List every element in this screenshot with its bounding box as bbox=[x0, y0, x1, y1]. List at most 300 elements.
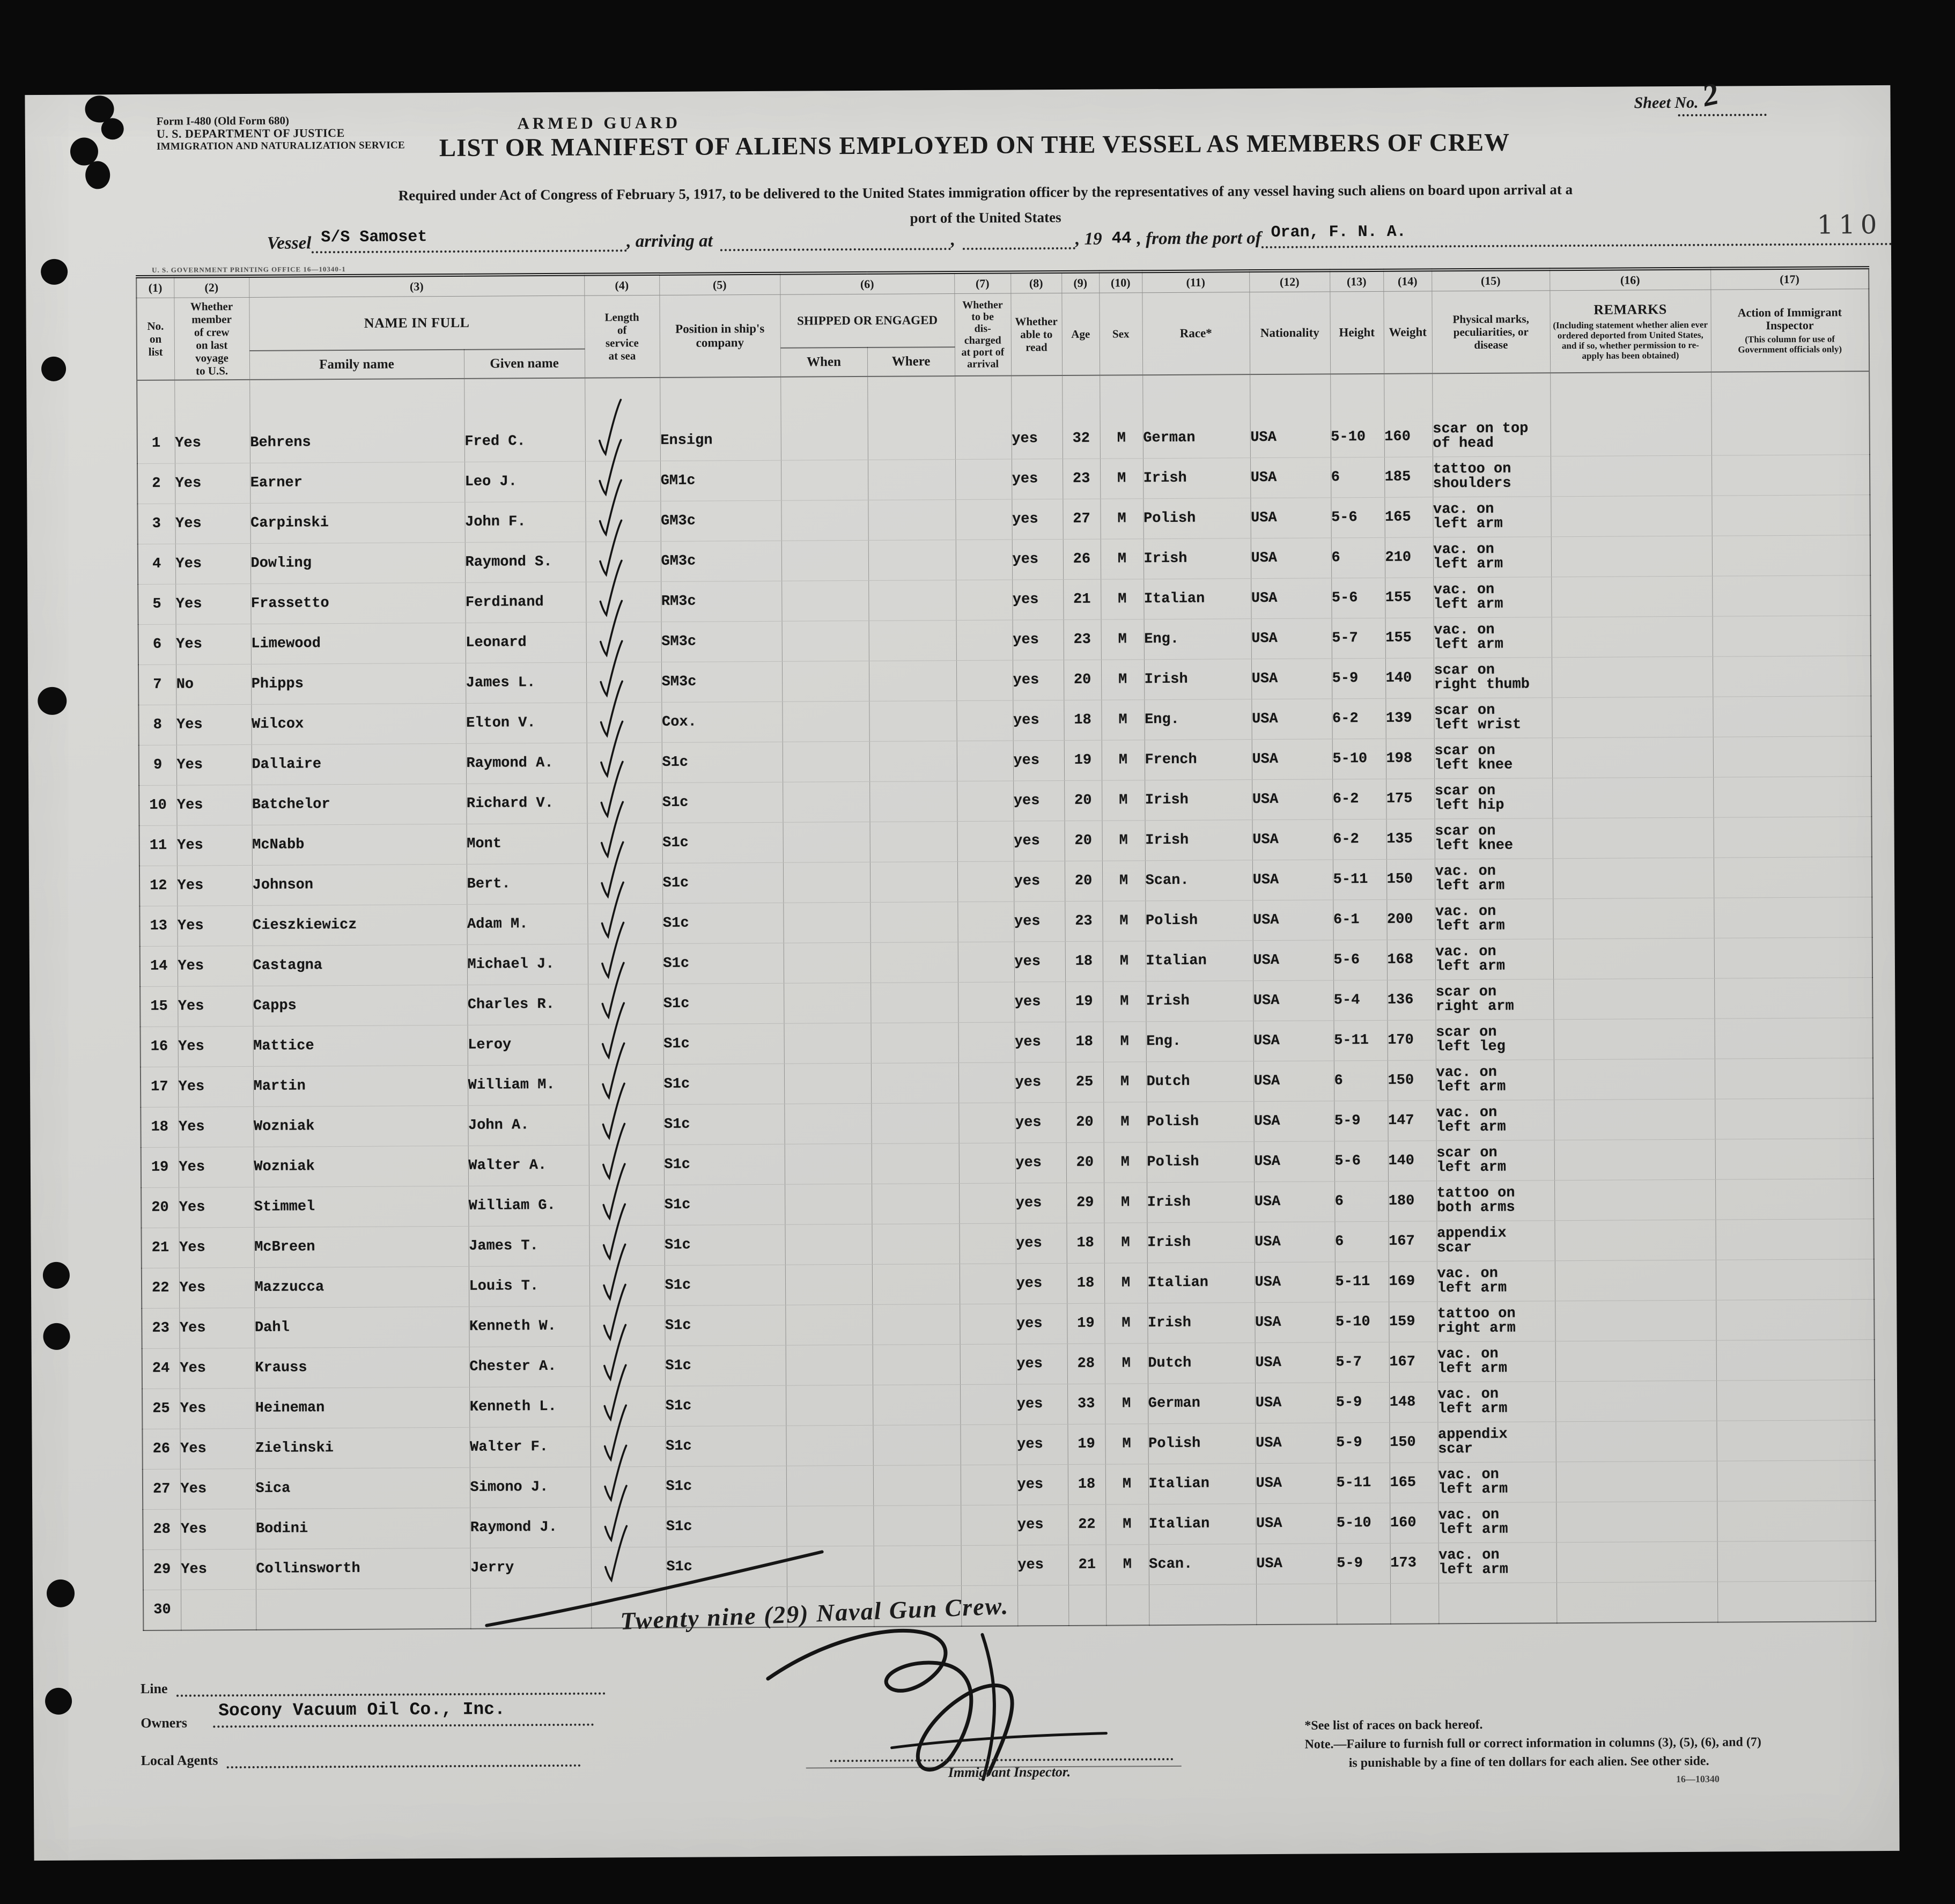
punch-hole bbox=[38, 687, 67, 715]
cell-action bbox=[1713, 616, 1871, 657]
cell-no: 15 bbox=[140, 986, 178, 1027]
local-agents-label: Local Agents bbox=[141, 1752, 218, 1769]
cell-age: 27 bbox=[1063, 499, 1100, 539]
cell-member: Yes bbox=[175, 584, 250, 624]
cell-discharged bbox=[960, 1264, 1016, 1304]
cell-no: 2 bbox=[137, 463, 175, 504]
cell-member: Yes bbox=[178, 1106, 253, 1147]
cell-position: SM3c bbox=[661, 661, 782, 702]
cell-member: Yes bbox=[180, 1428, 255, 1469]
header-remarks-title: REMARKS bbox=[1593, 301, 1667, 318]
cell-age: 26 bbox=[1063, 539, 1101, 579]
punch-hole bbox=[41, 259, 68, 285]
header-shipped-or-engaged: SHIPPED OR ENGAGED bbox=[780, 294, 955, 348]
cell-able-to-read: yes bbox=[1015, 1142, 1066, 1183]
cell-age: 20 bbox=[1065, 821, 1102, 861]
comma: , bbox=[950, 230, 956, 250]
cell-marks: vac. on left arm bbox=[1438, 1462, 1556, 1503]
cell-height: 5-6 bbox=[1331, 497, 1384, 538]
cell-weight: 139 bbox=[1385, 698, 1434, 739]
cell-nationality: USA bbox=[1250, 498, 1331, 538]
cell-race: Irish bbox=[1146, 981, 1253, 1022]
cell-weight bbox=[1390, 1583, 1438, 1624]
cell-weight: 150 bbox=[1389, 1422, 1437, 1463]
cell-position: SM3c bbox=[661, 621, 782, 662]
col-num-6: (6) bbox=[780, 272, 954, 294]
cell-given-name: Elton V. bbox=[466, 703, 586, 743]
cell-height: 6-2 bbox=[1332, 698, 1385, 739]
cell-race: Scan. bbox=[1149, 1544, 1256, 1585]
col-num-4: (4) bbox=[584, 274, 659, 296]
header-when: When bbox=[780, 348, 867, 377]
owners-value: Socony Vacuum Oil Co., Inc. bbox=[218, 1699, 505, 1721]
cell-when bbox=[786, 1425, 873, 1466]
cell-sex: M bbox=[1100, 418, 1143, 459]
cell-sex: M bbox=[1101, 660, 1144, 700]
cell-given-name: Charles R. bbox=[467, 984, 588, 1025]
cell-age: 18 bbox=[1066, 1223, 1104, 1263]
inspector-signature bbox=[730, 1612, 1149, 1791]
cell-action bbox=[1714, 978, 1872, 1019]
cell-where bbox=[868, 460, 955, 500]
cell-race: Irish bbox=[1144, 538, 1251, 579]
cell-when bbox=[781, 420, 868, 460]
cell-where bbox=[873, 1385, 960, 1426]
line-blank bbox=[176, 1679, 605, 1697]
cell-no: 5 bbox=[138, 584, 175, 624]
cell-sex: M bbox=[1105, 1344, 1148, 1384]
cell-able-to-read: yes bbox=[1014, 1022, 1065, 1062]
cell-discharged bbox=[958, 1022, 1014, 1063]
cell-member: Yes bbox=[175, 543, 250, 584]
owners-label: Owners bbox=[141, 1715, 188, 1731]
cell-where bbox=[869, 741, 957, 782]
cell-height: 5-7 bbox=[1336, 1342, 1389, 1383]
cell-position: S1c bbox=[665, 1426, 786, 1466]
col-num-7: (7) bbox=[954, 272, 1010, 294]
cell-action bbox=[1714, 897, 1872, 939]
subtitle-line2: port of the United States bbox=[910, 209, 1061, 226]
cell-sex: M bbox=[1105, 1384, 1148, 1424]
cell-no: 14 bbox=[140, 946, 178, 986]
cell-remarks bbox=[1556, 1541, 1717, 1583]
cell-when bbox=[781, 500, 868, 541]
cell-where bbox=[873, 1506, 961, 1546]
cell-family-name: Krauss bbox=[255, 1347, 469, 1388]
cell-position: S1c bbox=[663, 943, 784, 984]
cell-weight: 136 bbox=[1387, 980, 1435, 1020]
from-port-label: , from the port of bbox=[1137, 228, 1261, 249]
cell-height: 5-10 bbox=[1335, 1302, 1389, 1342]
cell-marks: tattoo on right arm bbox=[1437, 1301, 1555, 1342]
cell-discharged bbox=[958, 942, 1014, 983]
cell-height: 5-9 bbox=[1334, 1101, 1388, 1141]
cell-remarks bbox=[1552, 697, 1713, 738]
cell-when bbox=[786, 1465, 873, 1506]
cell-sex: M bbox=[1102, 821, 1145, 861]
header-given-name: Given name bbox=[464, 349, 585, 379]
cell-given-name: Raymond A. bbox=[466, 743, 587, 784]
cell-sex: M bbox=[1103, 1022, 1146, 1062]
cell-given-name: Raymond J. bbox=[470, 1507, 591, 1548]
cell-family-name: Dahl bbox=[254, 1307, 469, 1348]
cell-where bbox=[868, 580, 956, 621]
header-row bbox=[136, 289, 1869, 351]
cell-discharged bbox=[961, 1465, 1017, 1506]
cell-given-name: Fred C. bbox=[464, 422, 585, 462]
cell-discharged bbox=[960, 1425, 1016, 1465]
cell-marks: vac. on left arm bbox=[1437, 1382, 1555, 1422]
cell-race: Irish bbox=[1144, 659, 1251, 700]
col-num-16: (16) bbox=[1550, 269, 1710, 291]
cell-given-name: Leo J. bbox=[464, 461, 585, 502]
cell-position: S1c bbox=[663, 1023, 784, 1064]
cell-discharged bbox=[960, 1344, 1016, 1385]
cell-no: 19 bbox=[141, 1147, 179, 1187]
cell-when bbox=[784, 1063, 871, 1104]
cell-given-name: Raymond S. bbox=[465, 542, 586, 582]
cell-when bbox=[785, 1143, 872, 1184]
cell-where bbox=[872, 1264, 960, 1305]
cell-nationality: USA bbox=[1253, 1061, 1334, 1102]
cell-height: 5-6 bbox=[1331, 578, 1385, 618]
armed-guard-heading: ARMED GUARD bbox=[517, 113, 681, 133]
cell-sex: M bbox=[1103, 1102, 1146, 1142]
page-title: LIST OR MANIFEST OF ALIENS EMPLOYED ON THE VESSEL AS MEMBERS OF CREW bbox=[439, 128, 1510, 163]
cell-given-name: Chester A. bbox=[469, 1346, 590, 1387]
cell-able-to-read: yes bbox=[1013, 620, 1064, 660]
cell-no: 6 bbox=[138, 624, 176, 665]
cell-weight: 165 bbox=[1384, 497, 1433, 537]
cell-member: Yes bbox=[179, 1267, 254, 1308]
cell-member: Yes bbox=[179, 1308, 254, 1348]
cell-action bbox=[1711, 495, 1870, 536]
cell-marks: vac. on left arm bbox=[1436, 1100, 1554, 1141]
cell-age: 19 bbox=[1065, 981, 1103, 1022]
cell-height: 6-2 bbox=[1332, 779, 1386, 820]
cell-no: 8 bbox=[138, 705, 176, 745]
cell-remarks bbox=[1555, 1381, 1716, 1422]
cell-family-name: Johnson bbox=[252, 864, 467, 905]
cell-position: S1c bbox=[662, 862, 783, 903]
cell-position: S1c bbox=[666, 1466, 786, 1507]
cell-no: 9 bbox=[139, 745, 176, 785]
cell-position: S1c bbox=[663, 1104, 784, 1145]
cell-height: 5-9 bbox=[1332, 658, 1385, 699]
cell-race: Polish bbox=[1146, 1102, 1253, 1142]
cell-family-name: Cieszkiewicz bbox=[252, 904, 467, 946]
cell-nationality: USA bbox=[1253, 940, 1333, 981]
cell-action bbox=[1715, 1139, 1873, 1180]
cell-marks: vac. on left arm bbox=[1436, 1060, 1554, 1101]
cell-family-name: Collinsworth bbox=[256, 1548, 470, 1589]
cell-no: 30 bbox=[143, 1590, 181, 1630]
cell-discharged bbox=[958, 982, 1014, 1023]
cell-when bbox=[783, 902, 870, 943]
header-family-name: Family name bbox=[249, 350, 464, 380]
cell-weight: 160 bbox=[1390, 1503, 1438, 1543]
cell-remarks bbox=[1556, 1461, 1717, 1502]
cell-family-name: Capps bbox=[253, 985, 467, 1026]
cell-discharged bbox=[959, 1143, 1015, 1184]
cell-sex: M bbox=[1104, 1223, 1147, 1263]
printing-office-note: U. S. GOVERNMENT PRINTING OFFICE 16—10340-1 bbox=[152, 264, 346, 274]
cell-discharged bbox=[958, 1062, 1015, 1103]
footer-notes bbox=[1304, 1714, 1761, 1773]
cell-age: 19 bbox=[1067, 1424, 1105, 1464]
cell-member: Yes bbox=[179, 1187, 254, 1228]
cell-height: 5-9 bbox=[1337, 1543, 1390, 1584]
cell-nationality: USA bbox=[1255, 1383, 1336, 1423]
cell-height: 5-11 bbox=[1333, 859, 1386, 900]
punch-hole bbox=[41, 357, 66, 381]
cell-discharged bbox=[956, 620, 1013, 661]
cell-height: 5-10 bbox=[1336, 1503, 1390, 1544]
cell-given-name: Walter F. bbox=[469, 1427, 590, 1467]
cell-when bbox=[785, 1184, 872, 1224]
cell-action bbox=[1711, 415, 1870, 455]
cell-age: 23 bbox=[1063, 459, 1100, 499]
year-value: 44 bbox=[1111, 229, 1132, 248]
cell-action bbox=[1717, 1581, 1876, 1622]
cell-marks: scar on left arm bbox=[1436, 1140, 1554, 1181]
cell-action bbox=[1717, 1501, 1875, 1542]
cell-remarks bbox=[1554, 1099, 1715, 1140]
cell-action bbox=[1714, 1018, 1872, 1059]
cell-when bbox=[783, 741, 869, 782]
header-discharged: Whether to be dis- charged at port of arrival bbox=[954, 293, 1011, 376]
cell-race: Irish bbox=[1145, 780, 1252, 821]
cell-marks: scar on left hip bbox=[1434, 778, 1552, 819]
document-paper bbox=[25, 76, 1899, 1861]
cell-discharged bbox=[959, 1223, 1015, 1264]
cell-no: 26 bbox=[142, 1429, 180, 1469]
cell-action bbox=[1713, 656, 1871, 697]
line-field bbox=[141, 1679, 606, 1698]
cell-remarks bbox=[1552, 777, 1713, 818]
cell-weight: 150 bbox=[1388, 1060, 1436, 1101]
cell-nationality: USA bbox=[1255, 1342, 1336, 1383]
cell-where bbox=[869, 661, 956, 702]
cell-height: 6 bbox=[1331, 457, 1384, 498]
cell-family-name: Heineman bbox=[255, 1387, 469, 1428]
cell-able-to-read: yes bbox=[1015, 1062, 1066, 1102]
cell-weight: 147 bbox=[1388, 1101, 1436, 1141]
cell-height: 6-1 bbox=[1333, 899, 1386, 940]
cell-remarks bbox=[1553, 1019, 1714, 1060]
cell-position: Ensign bbox=[660, 420, 781, 461]
cell-given-name: Bert. bbox=[467, 864, 587, 904]
cell-marks: scar on left knee bbox=[1434, 738, 1552, 779]
cell-height: 5-6 bbox=[1333, 940, 1387, 980]
cell-weight: 175 bbox=[1386, 779, 1434, 819]
cell-marks: vac. on left arm bbox=[1435, 939, 1553, 980]
cell-weight: 155 bbox=[1385, 618, 1434, 658]
page-stamp-number: 110 bbox=[1817, 209, 1883, 240]
cell-age: 21 bbox=[1063, 579, 1101, 619]
cell-when bbox=[786, 1506, 873, 1546]
cell-no: 16 bbox=[141, 1027, 178, 1067]
cell-where bbox=[871, 1063, 958, 1104]
cell-action bbox=[1716, 1380, 1875, 1421]
vessel-label: Vessel bbox=[267, 233, 312, 253]
races-note: *See list of races on back hereof. bbox=[1304, 1717, 1483, 1733]
sheet-no-value: 2 bbox=[1699, 76, 1722, 114]
header-no-on-list: No. on list bbox=[136, 298, 174, 380]
col-num-2: (2) bbox=[174, 276, 249, 298]
cell-discharged bbox=[956, 660, 1013, 701]
cell-age: 32 bbox=[1063, 419, 1100, 459]
cell-position: S1c bbox=[663, 1064, 784, 1104]
cell-nationality: USA bbox=[1251, 538, 1331, 579]
cell-family-name: Behrens bbox=[250, 422, 464, 463]
cell-nationality: USA bbox=[1253, 1101, 1334, 1142]
cell-no: 12 bbox=[139, 866, 177, 906]
cell-where bbox=[873, 1465, 961, 1506]
cell-able-to-read: yes bbox=[1017, 1545, 1068, 1585]
col-num-1: (1) bbox=[136, 277, 174, 298]
cell-given-name: Leroy bbox=[467, 1024, 588, 1065]
cell-remarks bbox=[1553, 898, 1714, 939]
cell-race: Dutch bbox=[1146, 1061, 1253, 1102]
col-num-15: (15) bbox=[1432, 269, 1550, 291]
immigrant-inspector-label: Immigrant Inspector. bbox=[948, 1763, 1071, 1781]
cell-where bbox=[868, 500, 955, 541]
cell-race: Irish bbox=[1147, 1222, 1254, 1263]
cell-weight: 173 bbox=[1390, 1543, 1438, 1583]
cell-weight: 167 bbox=[1389, 1342, 1437, 1382]
cell-family-name: Dallaire bbox=[252, 743, 466, 785]
cell-able-to-read: yes bbox=[1012, 459, 1063, 499]
cell-race: Scan. bbox=[1145, 860, 1252, 901]
cell-discharged bbox=[958, 1103, 1015, 1143]
cell-weight: 200 bbox=[1386, 899, 1435, 940]
cell-discharged bbox=[955, 419, 1012, 460]
cell-given-name: Adam M. bbox=[467, 904, 587, 944]
cell-race: Irish bbox=[1147, 1182, 1254, 1223]
header-sex: Sex bbox=[1099, 293, 1142, 375]
cell-able-to-read: yes bbox=[1013, 700, 1064, 741]
cell-action bbox=[1715, 1058, 1873, 1099]
cell-able-to-read: yes bbox=[1016, 1384, 1067, 1424]
cell-where bbox=[869, 621, 956, 661]
cell-marks: appendix scar bbox=[1436, 1221, 1554, 1261]
cell-where bbox=[872, 1184, 959, 1224]
cell-remarks bbox=[1556, 1582, 1717, 1623]
cell-member: Yes bbox=[180, 1388, 255, 1429]
local-agents-blank bbox=[226, 1751, 580, 1768]
cell-when bbox=[784, 983, 870, 1023]
cell-position: S1c bbox=[665, 1345, 786, 1386]
cell-where bbox=[873, 1425, 960, 1466]
sheet-no-label: Sheet No. bbox=[1634, 93, 1699, 112]
cell-sex: M bbox=[1101, 579, 1144, 619]
cell-no: 4 bbox=[138, 544, 175, 584]
cell-family-name: Carpinski bbox=[250, 502, 464, 543]
header-able-to-read: Whether able to read bbox=[1010, 293, 1062, 376]
cell-member: Yes bbox=[176, 704, 251, 745]
cell-member: Yes bbox=[176, 785, 252, 825]
cell-sex: M bbox=[1100, 459, 1143, 499]
cell-weight: 135 bbox=[1386, 819, 1435, 859]
cell-nationality: USA bbox=[1252, 860, 1333, 901]
cell-given-name: Kenneth W. bbox=[469, 1306, 589, 1347]
cell-age: 18 bbox=[1065, 941, 1103, 981]
cell-nationality: USA bbox=[1255, 1262, 1335, 1303]
cell-action bbox=[1717, 1460, 1875, 1502]
header-inspector-action bbox=[1710, 289, 1869, 372]
cell-discharged bbox=[956, 700, 1013, 741]
header-physical-marks: Physical marks, peculiarities, or disease bbox=[1432, 291, 1550, 374]
cell-nationality: USA bbox=[1251, 699, 1332, 740]
cell-age: 33 bbox=[1067, 1384, 1105, 1424]
cell-no: 20 bbox=[141, 1187, 179, 1228]
cell-nationality: USA bbox=[1256, 1463, 1336, 1504]
cell-position: S1c bbox=[664, 1224, 785, 1265]
cell-where bbox=[870, 862, 957, 903]
cell-member: No bbox=[176, 664, 251, 705]
cell-discharged bbox=[957, 902, 1014, 942]
cell-able-to-read: yes bbox=[1014, 901, 1065, 941]
cell-where bbox=[869, 781, 957, 822]
cell-family-name: Dowling bbox=[250, 542, 465, 584]
cell-race: Eng. bbox=[1146, 1021, 1253, 1062]
cell-member bbox=[181, 1589, 256, 1630]
cell-sex: M bbox=[1105, 1424, 1148, 1464]
cell-family-name: Mazzucca bbox=[254, 1266, 469, 1308]
cell-position: S1c bbox=[666, 1546, 787, 1587]
cell-family-name: McBreen bbox=[254, 1226, 468, 1267]
cell-age: 29 bbox=[1066, 1183, 1104, 1223]
cell-remarks bbox=[1551, 416, 1711, 456]
cell-position: S1c bbox=[665, 1385, 786, 1426]
header-weight: Weight bbox=[1383, 291, 1432, 374]
header-name-in-full: NAME IN FULL bbox=[249, 296, 585, 351]
cell-race: Irish bbox=[1145, 820, 1252, 861]
cell-sex: M bbox=[1103, 941, 1146, 981]
cell-race: French bbox=[1145, 740, 1252, 780]
cell-sex: M bbox=[1100, 499, 1143, 539]
cell-remarks bbox=[1553, 817, 1714, 859]
cell-marks: tattoo on shoulders bbox=[1433, 456, 1551, 497]
cell-where bbox=[873, 1345, 960, 1385]
cell-age: 20 bbox=[1066, 1102, 1103, 1142]
cell-when bbox=[783, 822, 870, 862]
col-num-17: (17) bbox=[1710, 268, 1869, 290]
cell-weight: 169 bbox=[1389, 1261, 1437, 1302]
cell-no: 13 bbox=[139, 906, 177, 946]
cell-position: GM1c bbox=[660, 460, 781, 501]
arrival-blank bbox=[720, 226, 951, 251]
cell-height: 6 bbox=[1331, 537, 1385, 578]
cell-nationality: USA bbox=[1251, 618, 1332, 659]
cell-family-name: Zielinski bbox=[255, 1427, 469, 1468]
cell-marks: appendix scar bbox=[1437, 1422, 1555, 1463]
cell-where bbox=[869, 701, 956, 742]
cell-remarks bbox=[1551, 496, 1711, 537]
cell-member: Yes bbox=[178, 986, 253, 1027]
cell-member: Yes bbox=[178, 1066, 253, 1107]
handwritten-tally-note: Twenty nine (29) Naval Gun Crew. bbox=[619, 1591, 1010, 1635]
cell-remarks bbox=[1551, 455, 1711, 497]
cell-discharged bbox=[960, 1304, 1016, 1345]
cell-able-to-read: yes bbox=[1012, 540, 1063, 580]
header-race: Race* bbox=[1142, 292, 1250, 375]
cell-given-name: Jerry bbox=[470, 1547, 591, 1588]
header-height: Height bbox=[1330, 291, 1384, 374]
cell-weight: 140 bbox=[1388, 1141, 1436, 1181]
cell-weight: 180 bbox=[1388, 1181, 1436, 1221]
